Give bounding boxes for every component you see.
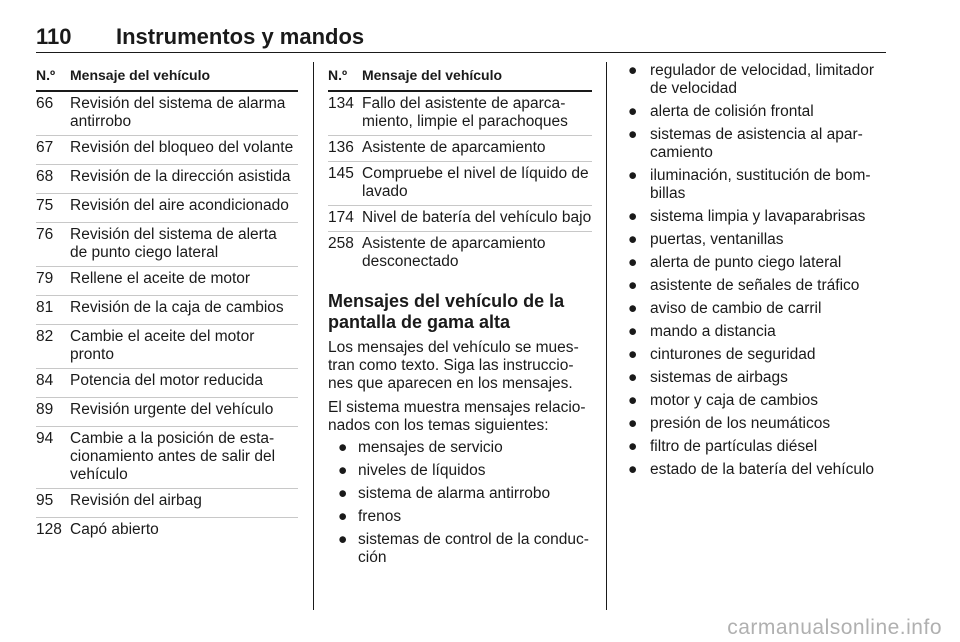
table-header-message: Mensaje del vehículo xyxy=(70,62,298,91)
bullet-icon: ● xyxy=(628,208,638,225)
message-number: 76 xyxy=(36,223,70,267)
table-row xyxy=(36,398,298,427)
table-row xyxy=(36,296,298,325)
column-divider xyxy=(606,62,607,610)
message-number: 134 xyxy=(328,91,362,136)
table-row xyxy=(36,369,298,398)
list-item xyxy=(328,462,592,480)
list-item xyxy=(620,277,888,295)
list-item-text: sistemas de control de la conducción xyxy=(358,531,589,566)
list-item xyxy=(328,439,592,457)
list-item xyxy=(620,415,888,433)
message-number: 67 xyxy=(36,136,70,165)
list-item-text: presión de los neumáticos xyxy=(650,415,831,432)
bullet-icon: ● xyxy=(628,392,638,409)
table-row xyxy=(328,91,592,136)
bullet-icon: ● xyxy=(628,231,638,248)
table-header-number: N.º xyxy=(328,62,362,91)
table-row xyxy=(36,223,298,267)
message-number: 258 xyxy=(328,235,354,252)
message-number: 89 xyxy=(36,398,70,427)
message-number: 79 xyxy=(36,267,70,296)
message-text: Revisión del bloqueo del volante xyxy=(70,136,298,165)
list-item-text: sistemas de airbags xyxy=(650,369,788,386)
message-text: Cambie a la posición de estacionamiento antes de salir del vehículo xyxy=(70,427,298,489)
bullet-icon: ● xyxy=(628,254,638,271)
topic-list-2 xyxy=(620,62,888,479)
table-row xyxy=(36,91,298,136)
list-item xyxy=(620,208,888,226)
bullet-icon: ● xyxy=(628,369,638,386)
message-number: 84 xyxy=(36,369,70,398)
message-table-2 xyxy=(328,62,592,275)
table-row xyxy=(36,325,298,369)
message-text: Potencia del motor reducida xyxy=(70,369,298,398)
column-divider xyxy=(313,62,314,610)
message-number: 95 xyxy=(36,489,70,518)
list-item-text: regulador de velocidad, limitador de velocidad xyxy=(650,62,875,97)
watermark: carmanualsonline.info xyxy=(727,616,942,639)
message-number: 82 xyxy=(36,325,70,369)
list-item-text: iluminación, sustitución de bombillas xyxy=(650,167,871,202)
list-item xyxy=(620,167,888,203)
message-text: Rellene el aceite de motor xyxy=(70,267,298,296)
list-item xyxy=(328,485,592,503)
message-text: Revisión del sistema de alerta de punto ciego lateral xyxy=(70,223,298,267)
message-number: 145 xyxy=(328,162,362,206)
message-text: Revisión del sistema de alarma antirrobo xyxy=(70,91,298,136)
list-item xyxy=(620,438,888,456)
table-row xyxy=(36,136,298,165)
message-text: Cambie el aceite del motor pronto xyxy=(70,325,298,369)
message-number: 68 xyxy=(36,165,70,194)
table-row xyxy=(36,518,298,547)
list-item xyxy=(620,254,888,272)
page-number: 110 xyxy=(36,24,72,49)
list-item xyxy=(328,531,592,567)
list-item-text: alerta de punto ciego lateral xyxy=(650,254,842,271)
table-header-number: N.º xyxy=(36,62,70,91)
bullet-icon: ● xyxy=(338,531,348,548)
message-text: Asistente de aparcamiento xyxy=(362,136,592,162)
table-row xyxy=(328,232,592,276)
table-row xyxy=(328,136,592,162)
bullet-icon: ● xyxy=(338,485,348,502)
message-number: 174 xyxy=(328,206,362,232)
message-text: Fallo del asistente de aparcamiento, limpie el parachoques xyxy=(362,91,592,136)
list-item-text: niveles de líquidos xyxy=(358,462,486,479)
table-row xyxy=(36,489,298,518)
list-item-text: motor y caja de cambios xyxy=(650,392,818,409)
list-item-text: estado de la batería del vehículo xyxy=(650,461,875,478)
list-item xyxy=(620,346,888,364)
list-item xyxy=(328,508,592,526)
list-item-text: sistema de alarma antirrobo xyxy=(358,485,551,502)
header-divider xyxy=(36,52,886,53)
message-text: Revisión del aire acondicionado xyxy=(70,194,298,223)
section-paragraph-1: Los mensajes del vehículo se muestran como texto. Siga las instrucciones que aparecen en los mensajes. xyxy=(328,339,579,392)
page-header xyxy=(36,24,886,54)
bullet-icon: ● xyxy=(338,439,348,456)
message-number: 128 xyxy=(36,521,62,538)
list-item xyxy=(620,461,888,479)
message-table-1 xyxy=(36,62,298,546)
page-title: Instrumentos y mandos xyxy=(116,24,365,49)
table-row xyxy=(36,427,298,489)
table-row xyxy=(36,194,298,223)
section-heading: Mensajes del vehículo de la pantalla de gama alta xyxy=(328,291,565,332)
list-item-text: sistema limpia y lavaparabrisas xyxy=(650,208,866,225)
message-text: Compruebe el nivel de líquido de lavado xyxy=(362,162,592,206)
message-number: 75 xyxy=(36,194,70,223)
message-number: 94 xyxy=(36,427,70,489)
section-paragraph-2: El sistema muestra mensajes relacionados con los temas siguientes: xyxy=(328,399,586,434)
column-right xyxy=(620,62,888,484)
list-item-text: sistemas de asistencia al aparcamiento xyxy=(650,126,863,161)
bullet-icon: ● xyxy=(628,62,638,79)
message-text: Revisión urgente del vehículo xyxy=(70,398,298,427)
bullet-icon: ● xyxy=(628,461,638,478)
message-number: 81 xyxy=(36,296,70,325)
message-text: Revisión del airbag xyxy=(70,489,298,518)
bullet-icon: ● xyxy=(338,462,348,479)
list-item-text: alerta de colisión frontal xyxy=(650,103,814,120)
bullet-icon: ● xyxy=(628,346,638,363)
table-row xyxy=(36,165,298,194)
topic-list-1 xyxy=(328,439,592,567)
bullet-icon: ● xyxy=(628,103,638,120)
bullet-icon: ● xyxy=(628,300,638,317)
bullet-icon: ● xyxy=(628,323,638,340)
list-item xyxy=(620,323,888,341)
table-row xyxy=(36,267,298,296)
list-item-text: puertas, ventanillas xyxy=(650,231,784,248)
table-row xyxy=(328,162,592,206)
column-left xyxy=(36,62,298,546)
message-text: Revisión de la dirección asistida xyxy=(70,165,298,194)
list-item xyxy=(620,392,888,410)
table-header-message: Mensaje del vehículo xyxy=(362,62,592,91)
bullet-icon: ● xyxy=(628,438,638,455)
list-item-text: frenos xyxy=(358,508,402,525)
table-row xyxy=(328,206,592,232)
list-item-text: mando a distancia xyxy=(650,323,776,340)
bullet-icon: ● xyxy=(628,126,638,143)
list-item xyxy=(620,300,888,318)
list-item xyxy=(620,62,888,98)
list-item-text: mensajes de servicio xyxy=(358,439,503,456)
list-item-text: aviso de cambio de carril xyxy=(650,300,822,317)
list-item-text: filtro de partículas diésel xyxy=(650,438,818,455)
bullet-icon: ● xyxy=(628,277,638,294)
message-text: Revisión de la caja de cambios xyxy=(70,296,298,325)
message-text: Capó abierto xyxy=(70,521,159,538)
message-number: 136 xyxy=(328,136,362,162)
bullet-icon: ● xyxy=(628,167,638,184)
bullet-icon: ● xyxy=(628,415,638,432)
message-text: Asistente de aparcamiento desconectado xyxy=(362,235,546,270)
list-item xyxy=(620,231,888,249)
list-item xyxy=(620,369,888,387)
list-item xyxy=(620,103,888,121)
list-item xyxy=(620,126,888,162)
column-middle xyxy=(328,62,592,572)
list-item-text: cinturones de seguridad xyxy=(650,346,816,363)
bullet-icon: ● xyxy=(338,508,348,525)
list-item-text: asistente de señales de tráfico xyxy=(650,277,860,294)
message-text: Nivel de batería del vehículo bajo xyxy=(362,206,592,232)
message-number: 66 xyxy=(36,91,70,136)
